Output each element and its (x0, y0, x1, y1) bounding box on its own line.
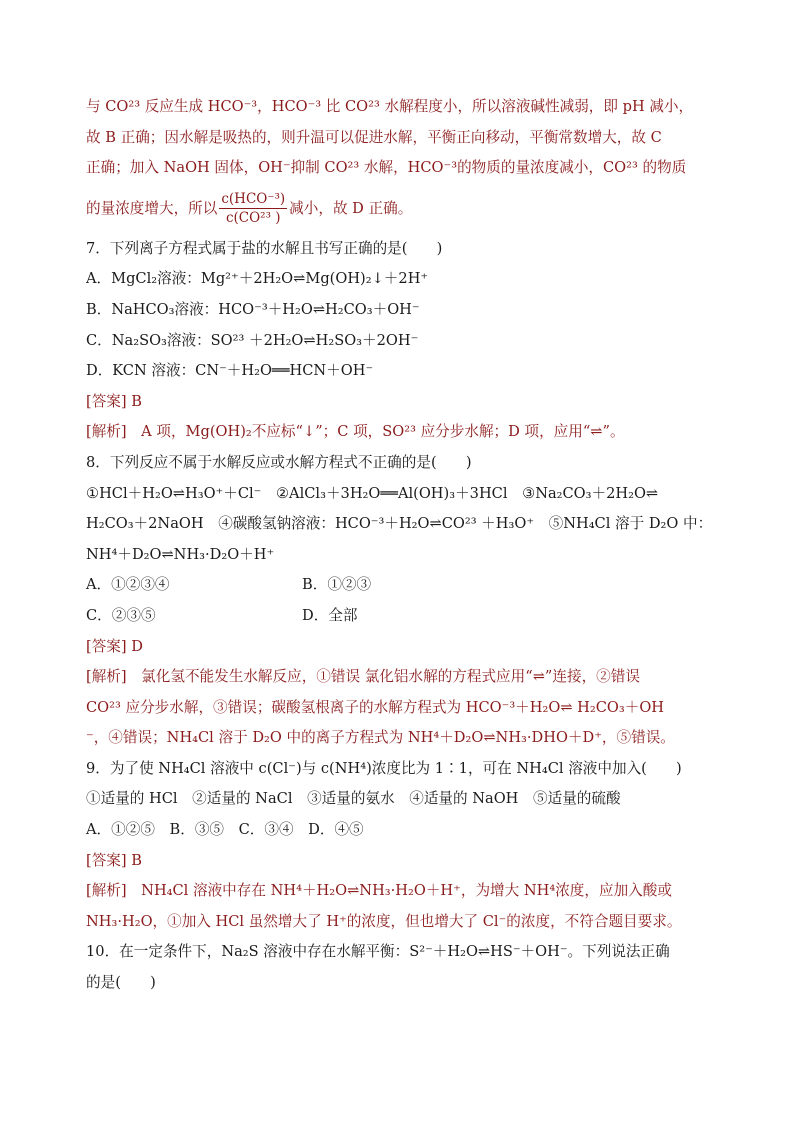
question-7-option-c: C．Na₂SO₃溶液：SO²³ ＋2H₂O⇌H₂SO₃＋2OH⁻ (86, 331, 419, 349)
question-8-option-d: D．全部 (302, 606, 358, 624)
question-9-options: A．①②⑤ B．③⑤ C．③④ D．④⑤ (86, 821, 364, 839)
document-page (86, 92, 736, 999)
question-9-analysis: [解析] NH₄Cl 溶液中存在 NH⁴＋H₂O⇌NH₃·H₂O＋H⁺，为增大 NH⁴浓度，应加入酸或 (86, 882, 672, 900)
question-9-analysis: NH₃·H₂O，①加入 HCl 虽然增大了 H⁺的浓度，但也增大了 Cl⁻的浓度，不符合题目要求。 (86, 912, 682, 930)
analysis-line: 与 CO²³ 反应生成 HCO⁻³，HCO⁻³ 比 CO²³ 水解程度小，所以溶液碱性减弱，即 pH 减小， (86, 98, 694, 115)
question-10-stem: 10．在一定条件下，Na₂S 溶液中存在水解平衡：S²⁻＋H₂O⇌HS⁻＋OH⁻。下列说法正确 (86, 943, 670, 961)
concentration-ratio-fraction (219, 190, 287, 227)
question-8-analysis: [解析] 氯化氢不能发生水解反应，①错误 氯化铝水解的方程式应用“⇌”连接，②错误 (86, 668, 640, 686)
analysis-fraction-line (86, 184, 736, 234)
fraction-denominator: c(CO²³ ) (225, 210, 281, 227)
fraction-prefix: 的量浓度增大，所以 (86, 199, 218, 217)
question-7-answer: [答案] B (86, 392, 142, 410)
analysis-line: 正确；加入 NaOH 固体，OH⁻抑制 CO²³ 水解，HCO⁻³的物质的量浓度减小，CO²³ 的物质 (86, 159, 687, 177)
question-7-stem: 7．下列离子方程式属于盐的水解且书写正确的是( ) (86, 239, 443, 257)
fraction-suffix: 减小，故 D 正确。 (289, 199, 413, 217)
question-8-option-c: C．②③⑤ (86, 606, 156, 624)
question-8-analysis: CO²³ 应分步水解，③错误；碳酸氢根离子的水解方程式为 HCO⁻³＋H₂O⇌ H₂CO₃＋OH (86, 698, 665, 716)
question-7-option-d: D．KCN 溶液：CN⁻＋H₂O══HCN＋OH⁻ (86, 362, 374, 380)
question-8-analysis: ⁻，④错误；NH₄Cl 溶于 D₂O 中的离子方程式为 NH⁴＋D₂O⇌NH₃·DHO＋D⁺，⑤错误。 (86, 729, 675, 747)
question-8-items: ①HCl＋H₂O⇌H₃O⁺＋Cl⁻ ②AlCl₃＋3H₂O══Al(OH)₃＋3HCl ③Na₂CO₃＋2H₂O⇌ (86, 484, 659, 502)
question-8-stem: 8．下列反应不属于水解反应或水解方程式不正确的是( ) (86, 453, 472, 471)
question-8-option-b: B．①②③ (302, 576, 372, 594)
question-10-stem: 的是( ) (86, 974, 156, 992)
question-8-options-row-2 (86, 601, 736, 632)
question-8-items: H₂CO₃＋2NaOH ④碳酸氢钠溶液：HCO⁻³＋H₂O⇌CO²³ ＋H₃O⁺ ⑤NH₄Cl 溶于 D₂O 中： (86, 515, 713, 533)
question-7-option-b: B．NaHCO₃溶液：HCO⁻³＋H₂O⇌H₂CO₃＋OH⁻ (86, 300, 420, 318)
question-9-items: ①适量的 HCl ②适量的 NaCl ③适量的氨水 ④适量的 NaOH ⑤适量的硫酸 (86, 790, 621, 808)
question-8-option-a: A．①②③④ (86, 576, 170, 594)
question-8-options-row-1 (86, 570, 736, 601)
question-7-analysis: [解析] A 项，Mg(OH)₂不应标“↓”；C 项，SO²³ 应分步水解；D 项，应用“⇌”。 (86, 423, 625, 441)
question-9-stem: 9．为了使 NH₄Cl 溶液中 c(Cl⁻)与 c(NH⁴)浓度比为 1∶1，可在 NH₄Cl 溶液中加入( ) (86, 759, 682, 777)
question-8-answer: [答案] D (86, 637, 143, 655)
question-9-answer: [答案] B (86, 851, 142, 869)
analysis-line: 故 B 正确；因水解是吸热的，则升温可以促进水解，平衡正向移动，平衡常数增大，故 C (86, 128, 662, 146)
question-8-items: NH⁴＋D₂O⇌NH₃·D₂O＋H⁺ (86, 545, 275, 563)
fraction-numerator: c(HCO⁻³) (221, 191, 286, 208)
question-7-option-a: A．MgCl₂溶液：Mg²⁺＋2H₂O⇌Mg(OH)₂↓＋2H⁺ (86, 270, 429, 288)
